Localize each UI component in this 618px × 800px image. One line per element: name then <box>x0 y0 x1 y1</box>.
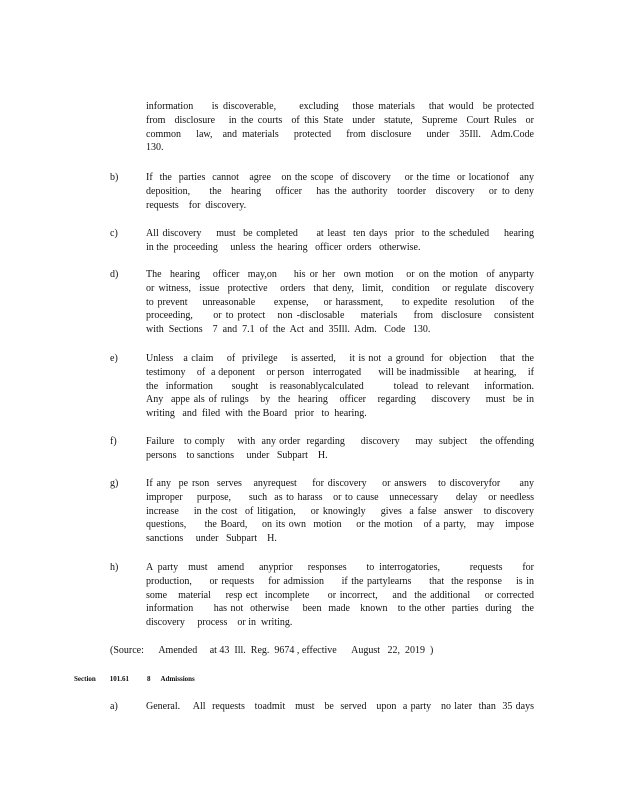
source-note: (Source: Amended at 43 Ill. Reg. 9674 , effective August 22, 2019 ) <box>110 645 434 656</box>
paragraph-text <box>146 227 534 255</box>
text-line: testimony of a deponent or person interrogated will be inadmissible at hearing, if <box>146 366 534 378</box>
text-line: All discovery must be completed at least ten days prior to the scheduled hearing <box>146 228 534 239</box>
paragraph-text <box>146 561 534 630</box>
text-line: production, or requests for admission if the partylearns that the response is in <box>146 575 534 587</box>
text-line: information is discoverable, excluding those materials that would be protected <box>146 101 534 112</box>
text-line: General. All requests toadmit must be served upon a party no later than 35 days <box>146 701 534 712</box>
text-line: from disclosure in the courts of this State under statute, Supreme Court Rules or <box>146 114 534 126</box>
paragraph-text <box>146 171 534 212</box>
paragraph-label: f) <box>110 436 117 447</box>
text-line: Any appe als of rulings by the hearing officer regarding discovery must be in <box>146 394 534 406</box>
text-line: requests for discovery. <box>146 199 247 211</box>
text-line: If the parties cannot agree on the scope of discovery or the time or locationof any <box>146 172 534 183</box>
text-line: or witness, issue protective orders that deny, limit, condition or regulate discovery <box>146 282 534 294</box>
text-line: A party must amend anyprior responses to interrogatories, requests for <box>146 562 534 573</box>
paragraph-text <box>146 352 534 421</box>
paragraph-text <box>146 435 534 463</box>
section-heading <box>74 674 209 684</box>
text-line: writing and filed with the Board prior to hearing. <box>146 408 367 420</box>
section-heading-digit: 8 <box>147 675 151 683</box>
text-line: 130. <box>146 142 164 154</box>
text-line: some material resp ect incomplete or incorrect, and the additional or corrected <box>146 589 534 601</box>
paragraph-label: a) <box>110 701 118 712</box>
text-line: discovery process or in writing. <box>146 617 293 629</box>
text-line: with Sections 7 and 7.1 of the Act and 35Ill. Adm. Code 130. <box>146 324 431 336</box>
text-line: Unless a claim of privilege is asserted, it is not a ground for objection that the <box>146 353 534 364</box>
paragraph-label: d) <box>110 269 119 280</box>
text-line: to prevent unreasonable expense, or harassment, to expedite resolution of the <box>146 296 534 308</box>
text-line: proceeding, or to protect non -disclosable materials from disclosure consistent <box>146 310 534 322</box>
paragraph-text <box>146 100 534 155</box>
paragraph-label: b) <box>110 172 119 183</box>
section-heading-section-word: Section <box>74 675 96 683</box>
text-line: Failure to comply with any order regarding discovery may subject the offending <box>146 436 534 447</box>
text-line: The hearing officer may,on his or her own motion or on the motion of anyparty <box>146 269 534 280</box>
text-line: improper purpose, such as to harass or to cause unnecessary delay or needless <box>146 491 534 503</box>
paragraph-text <box>146 700 534 714</box>
paragraph-label: c) <box>110 228 118 239</box>
text-line: increase in the cost of litigation, or knowingly gives a false answer to discovery <box>146 505 534 517</box>
paragraph-text <box>146 268 534 337</box>
paragraph-label: e) <box>110 353 118 364</box>
text-line: If any pe rson serves anyrequest for discovery or answers to discoveryfor any <box>146 478 534 489</box>
text-line: information has not otherwise been made known to the other parties during the <box>146 603 534 615</box>
paragraph-label: h) <box>110 562 119 573</box>
text-line: persons to sanctions under Subpart H. <box>146 449 328 461</box>
section-heading-title: Admissions <box>160 675 195 683</box>
text-line: in the proceeding unless the hearing officer orders otherwise. <box>146 241 421 253</box>
text-line: deposition, the hearing officer has the authority toorder discovery or to deny <box>146 185 534 197</box>
paragraph-text <box>146 477 534 546</box>
text-line: questions, the Board, on its own motion or the motion of a party, may impose <box>146 519 534 531</box>
text-line: sanctions under Subpart H. <box>146 533 277 545</box>
section-heading-number: 101.61 <box>109 675 130 683</box>
paragraph-label: g) <box>110 478 119 489</box>
text-line: the information sought is reasonablycalculated tolead to relevant information. <box>146 380 534 392</box>
text-line: common law, and materials protected from disclosure under 35Ill. Adm.Code <box>146 128 534 140</box>
